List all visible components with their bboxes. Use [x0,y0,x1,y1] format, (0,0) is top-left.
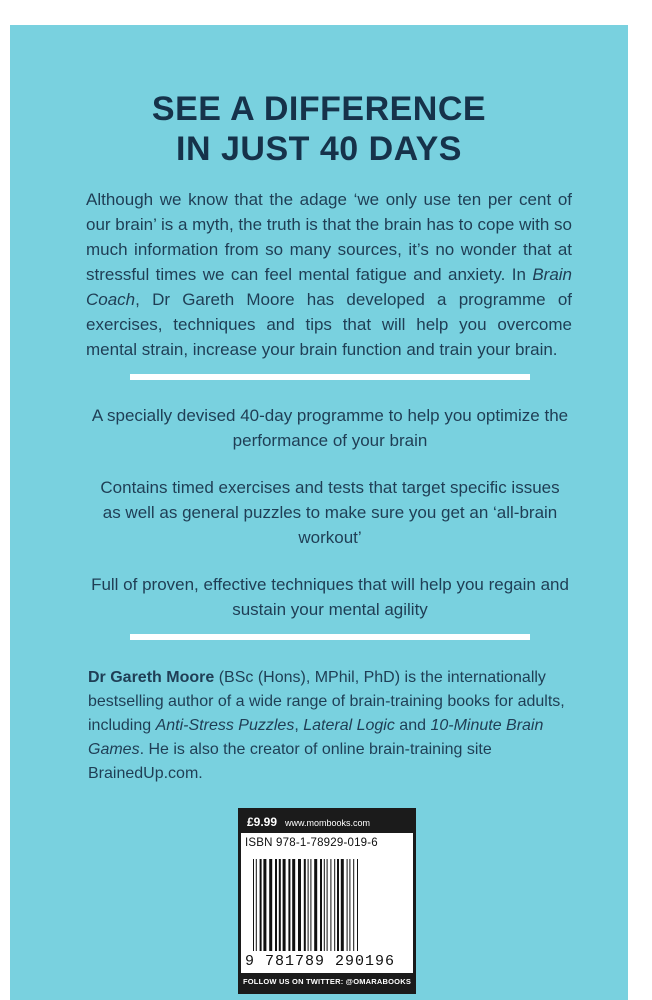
bio-sep-2: and [394,717,431,734]
intro-paragraph [86,187,572,362]
barcode-bar [292,859,295,951]
barcode-bar [275,859,277,951]
barcode-bar [337,859,339,951]
feature-item: A specially devised 40-day programme to help you optimize the performance of your brain [91,406,569,450]
barcode-number: 9 781789 290196 [245,953,396,970]
barcode-bar [269,859,272,951]
divider-top [130,374,530,380]
barcode-bar [304,859,306,951]
divider-bottom [130,634,530,640]
barcode-panel [238,808,416,994]
barcode-bar [324,859,325,951]
barcode-bar [256,859,257,951]
twitter-strip: FOLLOW US ON TWITTER: @OMARABOOKS [241,973,413,991]
barcode-bar [320,859,322,951]
bio-book-1: Anti-Stress Puzzles [155,717,295,734]
barcode-bar [349,859,350,951]
barcode-bar [308,859,309,951]
intro-text-1: Although we know that the adage ‘we only use ten per cent of our brain’ is a myth, the truth is that the brain has to cope with so much information from so many sources, it’s no wonder that at stressful times we can feel mental fatigue and anxiety. In [86,190,573,284]
barcode-bar [341,859,344,951]
bio-book-3: 10-Minute Brain Games [88,717,544,758]
author-name: Dr Gareth Moore [88,669,215,686]
barcode-bar [330,859,331,951]
publisher-website: www.mombooks.com [285,818,371,828]
bio-text-1: (BSc (Hons), MPhil, PhD) is the internationally bestselling author of a wide range of brain-training books for adults, including [88,669,565,734]
barcode-bar [353,859,354,951]
barcode-bar [279,859,281,951]
cover-panel [10,25,628,1000]
bio-text-2: . He is also the creator of online brain-training site BrainedUp.com. [88,741,492,782]
intro-text-2: , Dr Gareth Moore has developed a programme of exercises, techniques and tips that will help you overcome mental strain, increase your brain function and train your brain. [86,290,572,359]
bio-sep-1: , [294,717,304,734]
isbn-label: ISBN 978-1-78929-019-6 [245,837,378,849]
barcode-bar [260,859,262,951]
intro-book-title: Brain Coach [86,265,572,309]
headline-line-2: IN JUST 40 DAYS [176,130,462,168]
barcode-bar [288,859,290,951]
feature-item: Contains timed exercises and tests that target specific issues as well as general puzzles to make sure you get an ‘all-brain workout’ [100,478,560,547]
barcode-bar [310,859,311,951]
barcode-bar [327,859,328,951]
barcode-bar [357,859,358,951]
cover-headline [10,89,628,169]
barcode-bar [263,859,266,951]
author-bio [88,666,574,786]
feature-list [90,403,570,644]
feature-item: Full of proven, effective techniques that will help you regain and sustain your mental agility [91,575,569,619]
barcode-bar [334,859,335,951]
bio-book-2: Lateral Logic [303,717,395,734]
barcode-bar [298,859,301,951]
barcode-bar [347,859,348,951]
barcode-bar [314,859,317,951]
price-strip [241,811,413,833]
headline-line-1: SEE A DIFFERENCE [151,90,487,128]
barcode-bar [253,859,254,951]
barcode-bar [283,859,286,951]
barcode-bars [251,859,407,951]
price-label: £9.99 [247,815,278,829]
